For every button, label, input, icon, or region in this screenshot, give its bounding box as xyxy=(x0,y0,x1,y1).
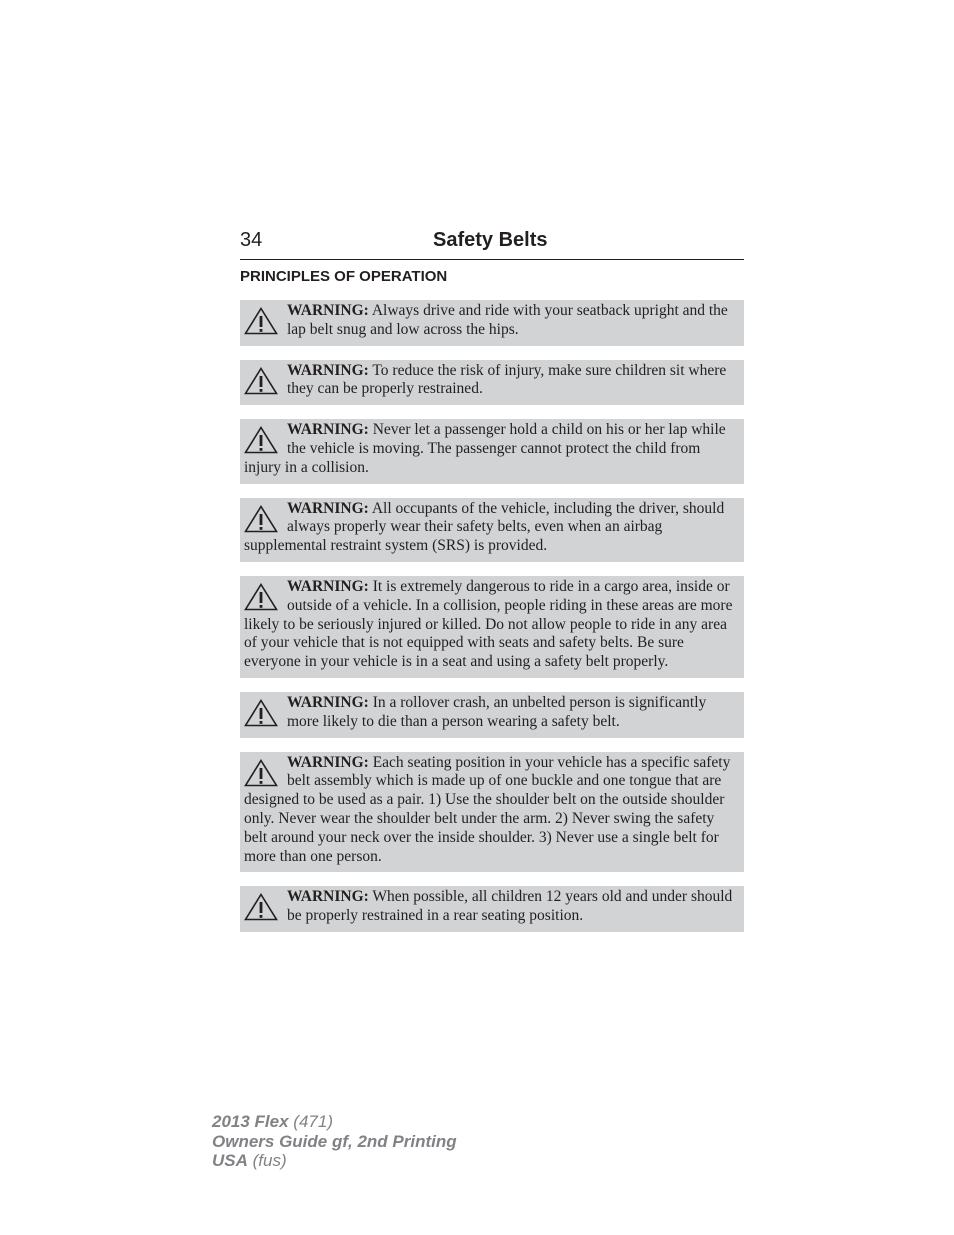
footer-market-code: (fus) xyxy=(252,1151,287,1170)
warning-triangle-icon xyxy=(244,505,278,533)
warning-triangle-icon xyxy=(244,759,278,787)
warning-triangle-icon xyxy=(244,699,278,727)
warning-box xyxy=(240,692,744,738)
warning-text: Never let a passenger hold a child on his or her lap while the vehicle is moving. The passenger cannot protect the child from injury in a collision. xyxy=(244,421,726,476)
page-header xyxy=(240,229,744,260)
warning-box xyxy=(240,576,744,678)
page-footer xyxy=(212,1112,457,1171)
warning-text: All occupants of the vehicle, including the driver, should always properly wear their safety belts, even when an airbag supplemental restraint system (SRS) is provided. xyxy=(244,499,725,555)
warning-label: WARNING: xyxy=(287,361,369,379)
warning-box xyxy=(240,498,744,562)
footer-guide: Owners Guide gf, 2nd Printing xyxy=(212,1131,457,1151)
page-number: 34 xyxy=(240,229,263,251)
warning-label: WARNING: xyxy=(287,421,369,439)
warning-label: WARNING: xyxy=(287,302,369,319)
warning-text: It is extremely dangerous to ride in a cargo area, inside or outside of a vehicle. In a collision, people riding in these areas are more likely to be seriously injured or killed. Do not allow people to ride in any area of your vehicle that is not equipped with seats and safety belts. Be sure everyone in your vehicle is in a seat and using a safety belt properly. xyxy=(244,577,733,671)
warning-triangle-icon xyxy=(244,426,278,454)
warning-text: Always drive and ride with your seatback upright and the lap belt snug and low across the hips. xyxy=(287,302,728,338)
warning-box xyxy=(240,752,744,873)
warning-box xyxy=(240,300,744,346)
warning-text: When possible, all children 12 years old and under should be properly restrained in a rear seating position. xyxy=(287,888,733,925)
warning-label: WARNING: xyxy=(287,693,369,711)
section-heading: PRINCIPLES OF OPERATION xyxy=(240,268,448,285)
warning-triangle-icon xyxy=(244,893,278,921)
warning-label: WARNING: xyxy=(287,577,369,595)
warning-list xyxy=(240,300,744,946)
warning-label: WARNING: xyxy=(287,753,369,771)
warning-triangle-icon xyxy=(244,367,278,395)
warning-triangle-icon xyxy=(244,583,278,611)
page-title: Safety Belts xyxy=(433,229,548,251)
warning-box xyxy=(240,419,744,483)
footer-line-model xyxy=(212,1112,457,1132)
footer-market: USA xyxy=(212,1151,248,1170)
warning-label: WARNING: xyxy=(287,499,369,517)
footer-model-code: (471) xyxy=(293,1112,333,1131)
warning-label: WARNING: xyxy=(287,888,369,906)
warning-text: To reduce the risk of injury, make sure children sit where they can be properly restrained. xyxy=(287,361,727,398)
warning-text: Each seating position in your vehicle has a specific safety belt assembly which is made up of one buckle and one tongue that are designed to be used as a pair. 1) Use the shoulder belt on the outside shoulder only. Never wear the shoulder belt under the arm. 2) Never swing the safety belt around your neck over the inside shoulder. 3) Never use a single belt for more than one person. xyxy=(244,753,731,865)
footer-line-guide xyxy=(212,1132,457,1152)
footer-model: 2013 Flex xyxy=(212,1112,289,1131)
warning-box xyxy=(240,360,744,406)
warning-text: In a rollover crash, an unbelted person is significantly more likely to die than a person wearing a safety belt. xyxy=(287,693,707,730)
footer-line-market xyxy=(212,1151,457,1171)
warning-triangle-icon xyxy=(244,307,278,335)
warning-box xyxy=(240,886,744,932)
